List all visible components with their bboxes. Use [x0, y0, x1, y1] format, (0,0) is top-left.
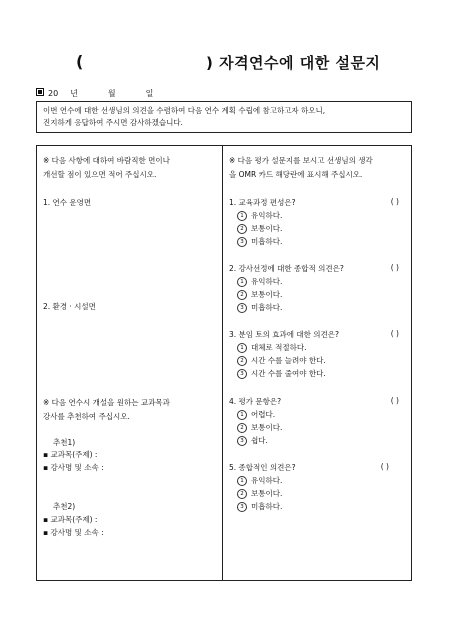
- item-facilities: 2. 환경 · 시설면: [43, 302, 96, 311]
- question-3-text: 3. 분임 토의 효과에 대한 의견은?: [229, 330, 339, 339]
- question-3-option-2: 2 시간 수를 늘려야 한다.: [237, 355, 326, 367]
- question-4: [229, 396, 399, 407]
- circled-number-icon: 3: [237, 502, 247, 512]
- recommend-instruction: [43, 396, 170, 424]
- question-5: [229, 462, 389, 473]
- recommend-2-lecturer: ▪ 강사명 및 소속 :: [43, 528, 104, 537]
- circled-number-icon: 3: [237, 237, 247, 247]
- recommend-line-1: ※ 다음 연수시 개설을 원하는 교과목과: [43, 398, 170, 407]
- question-4-text: 4. 평가 문항은?: [229, 397, 282, 406]
- question-1-option-1: 1 유익하다.: [237, 210, 282, 222]
- checkbox-square-icon: [36, 88, 44, 96]
- right-instruction-line-2: 을 OMR 카드 해당란에 표시해 주십시오.: [229, 170, 363, 179]
- question-1-text: 1. 교육과정 편성은?: [229, 198, 296, 207]
- title-open-paren: (: [76, 52, 84, 71]
- intro-line-1: 이번 연수에 대한 선생님의 의견을 수렴하여 다음 연수 계획 수립에 참고하고자 하오니,: [43, 106, 326, 115]
- question-2-option-1: 1 유익하다.: [237, 276, 282, 288]
- question-2: [229, 263, 399, 274]
- question-4-option-2: 2 보통이다.: [237, 422, 282, 434]
- question-3: [229, 329, 399, 340]
- date-line: [36, 88, 153, 99]
- circled-number-icon: 1: [237, 211, 247, 221]
- circled-number-icon: 2: [237, 423, 247, 433]
- circled-number-icon: 2: [237, 290, 247, 300]
- item-operation: 1. 연수 운영면: [43, 198, 92, 207]
- circled-number-icon: 1: [237, 343, 247, 353]
- question-1-option-2: 2 보통이다.: [237, 223, 282, 235]
- recommend-line-2: 강사를 추천하여 주십시오.: [43, 412, 130, 421]
- day-label: 일: [145, 89, 154, 98]
- circled-number-icon: 3: [237, 369, 247, 379]
- question-1-option-3: 3 미흡하다.: [237, 236, 282, 248]
- title-text: ) 자격연수에 대한 설문지: [206, 54, 381, 72]
- survey-table: [36, 145, 412, 581]
- circled-number-icon: 1: [237, 476, 247, 486]
- question-4-answer-blank: ( ): [390, 396, 399, 405]
- circled-number-icon: 2: [237, 356, 247, 366]
- intro-box: [36, 101, 412, 133]
- question-2-answer-blank: ( ): [390, 263, 399, 272]
- question-2-option-2: 2 보통이다.: [237, 289, 282, 301]
- month-label: 월: [107, 89, 116, 98]
- recommend-1-label: 추천1): [53, 438, 76, 447]
- recommend-1-lecturer: ▪ 강사명 및 소속 :: [43, 463, 104, 472]
- year-label: 년: [70, 89, 78, 98]
- document-title: [0, 52, 450, 74]
- recommend-2-label: 추천2): [53, 502, 76, 511]
- question-5-text: 5. 종합적인 의견은?: [229, 463, 296, 472]
- circled-number-icon: 1: [237, 277, 247, 287]
- question-3-option-3: 3 시간 수를 줄여야 한다.: [237, 368, 326, 380]
- question-5-option-2: 2 보통이다.: [237, 488, 282, 500]
- question-5-option-3: 3 미흡하다.: [237, 501, 282, 513]
- circled-number-icon: 2: [237, 489, 247, 499]
- intro-line-2: 진지하게 응답하여 주시면 감사하겠습니다.: [43, 118, 183, 127]
- circled-number-icon: 3: [237, 303, 247, 313]
- question-3-answer-blank: ( ): [390, 329, 399, 338]
- left-instruction-line-1: ※ 다음 사항에 대하여 바람직한 면이나: [43, 156, 170, 165]
- right-instruction-line-1: ※ 다음 평가 설문지를 보시고 선생님의 생각: [229, 156, 373, 165]
- recommend-2-subject: ▪ 교과목(주제) :: [43, 515, 98, 524]
- left-instruction-line-2: 개선할 점이 있으면 적어 주십시오.: [43, 170, 157, 179]
- question-2-option-3: 3 미흡하다.: [237, 302, 282, 314]
- circled-number-icon: 3: [237, 436, 247, 446]
- right-instruction: [229, 154, 373, 182]
- question-4-option-1: 1 어렵다.: [237, 409, 275, 421]
- column-divider: [222, 146, 223, 580]
- question-3-option-1: 1 대체로 적절하다.: [237, 342, 306, 354]
- year-number: 20: [48, 89, 59, 98]
- question-5-answer-blank: ( ): [380, 462, 389, 471]
- recommend-1-subject: ▪ 교과목(주제) :: [43, 450, 98, 459]
- left-instruction: [43, 154, 170, 182]
- question-4-option-3: 3 쉽다.: [237, 435, 268, 447]
- circled-number-icon: 1: [237, 410, 247, 420]
- question-1: [229, 197, 399, 208]
- circled-number-icon: 2: [237, 224, 247, 234]
- question-5-option-1: 1 유익하다.: [237, 475, 282, 487]
- question-1-answer-blank: ( ): [390, 197, 399, 206]
- question-2-text: 2. 강사선정에 대한 종합적 의견은?: [229, 264, 344, 273]
